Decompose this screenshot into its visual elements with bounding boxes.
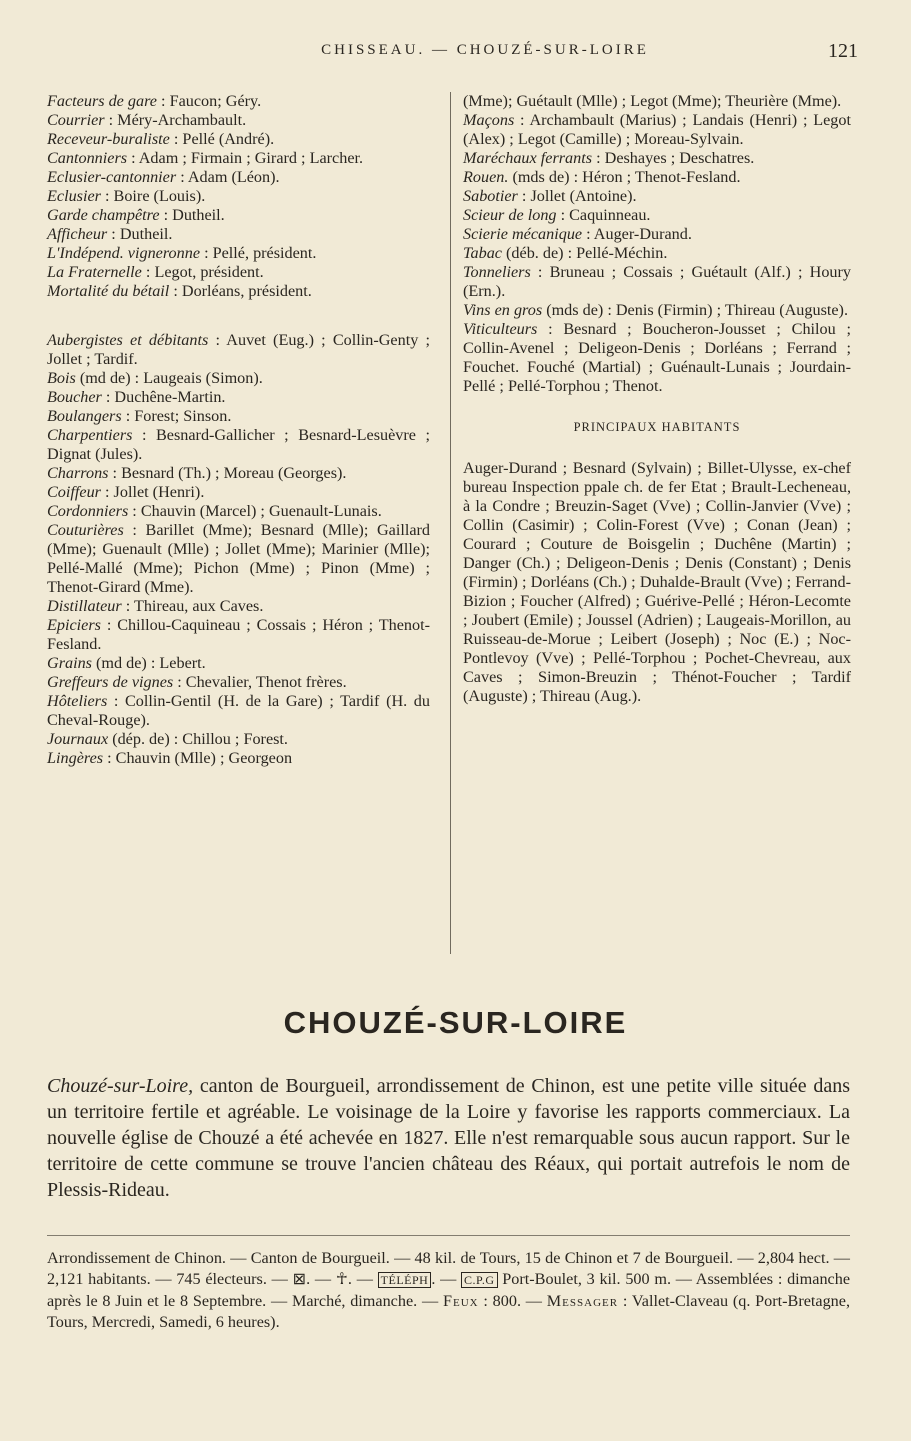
list-item: La Fraternelle : Legot, président. bbox=[47, 263, 264, 281]
list-item: Receveur-buraliste : Pellé (André). bbox=[47, 130, 275, 148]
list-item: Cantonniers : Adam ; Firmain ; Girard ; Larcher. bbox=[47, 149, 364, 167]
principal-residents-text: Auger-Durand ; Besnard (Sylvain) ; Billet-Ulysse, ex-chef bureau Inspection ppale ch. de fer Etat ; Brault-Lecheneau, à la Condre ; Breuzin-Saget (Vve) ; Collin-Janvier (Vve) ; Collin (Casimir) ; Colin-Forest (Vve) ; Conan (Jean) ; Courard ; Couture de Boisgelin ; Duchêne (Martin) ; Danger (Ch.) ; Deligeon-Denis ; Denis (Constant) ; Denis (Firmin) ; Dorléans (Ch.) ; Duhalde-Brault (Vve) ; Ferrand-Bizion ; Foucher (Alfred) ; Guérive-Pellé ; Héron-Lecomte ; Joubert (Emile) ; Joussel (Adrien) ; Laugeais-Morillon, au Ruisseau-de-Morue ; Leibert (Joseph) ; Noc (E.) ; Noc-Pontlevoy (Vve) ; Pellé-Torphou ; Pochet-Chevreau, aux Caves ; Simon-Breuzin ; Thénot-Foucher ; Tardif (Auguste) ; Thireau (Aug.). bbox=[463, 459, 851, 705]
page-number: 121 bbox=[828, 40, 858, 62]
list-item: Greffeurs de vignes : Chevalier, Thenot frères. bbox=[47, 673, 347, 691]
officials-list bbox=[47, 92, 430, 301]
list-item: Tabac (déb. de) : Pellé-Méchin. bbox=[463, 244, 668, 262]
telephone-box: TÉLÉPH bbox=[378, 1272, 432, 1288]
list-item: Maréchaux ferrants : Deshayes ; Deschatres. bbox=[463, 149, 755, 167]
feux-label: Feux bbox=[442, 1292, 479, 1310]
list-item: Couturières : Barillet (Mme); Besnard (Mlle); Gaillard (Mme); Guenault (Mlle) ; Jollet (Mme); Marinier (Mlle); Pellé-Mallé (Mme); Pichon (Mme) ; Pinon (Mme) ; Thenot-Girard (Mme). bbox=[47, 521, 430, 596]
list-item: Courrier : Méry-Archambault. bbox=[47, 111, 247, 129]
page-header bbox=[40, 40, 870, 70]
list-item: Scierie mécanique : Auger-Durand. bbox=[463, 225, 692, 243]
facts-paragraph: Arrondissement de Chinon. — Canton de Bourgueil. — 48 kil. de Tours, 15 de Chinon et 7 de Bourgueil. — 2,804 hect. — 2,121 habitants. — 745 électeurs. — ⊠. — ☥. — TÉLÉPH . — C.P.G Port-Boulet, 3 kil. 500 m. — Assemblées : dimanche après le 8 Juin et le 8 Septembre. — Marché, dimanche. — Feux : 800. — Messager : Vallet-Claveau (q. Port-Bretagne, Tours, Mercredi, Samedi, 6 heures). bbox=[47, 1249, 851, 1331]
list-item: Facteurs de gare : Faucon; Géry. bbox=[47, 92, 262, 110]
section-divider bbox=[47, 1235, 850, 1236]
trades-list bbox=[47, 331, 430, 768]
list-item: Tonneliers : Bruneau ; Cossais ; Guétault (Alf.) ; Houry (Ern.). bbox=[463, 263, 851, 300]
principal-residents-heading: PRINCIPAUX HABITANTS bbox=[573, 420, 741, 434]
list-item: Eclusier-cantonnier : Adam (Léon). bbox=[47, 168, 280, 186]
list-item: Lingères : Chauvin (Mlle) ; Georgeon bbox=[47, 749, 293, 767]
list-item: Maçons : Archambault (Marius) ; Landais (Henri) ; Legot (Alex) ; Legot (Camille) ; Moreau-Sylvain. bbox=[463, 111, 851, 148]
list-item: Boucher : Duchêne-Martin. bbox=[47, 388, 226, 406]
cpg-box: C.P.G bbox=[461, 1272, 498, 1288]
messager-label: Messager bbox=[546, 1292, 619, 1310]
list-item: Hôteliers : Collin-Gentil (H. de la Gare) ; Tardif (H. du Cheval-Rouge). bbox=[47, 692, 430, 729]
running-title: CHISSEAU. — CHOUZÉ-SUR-LOIRE bbox=[321, 42, 649, 58]
list-item: Rouen. (mds de) : Héron ; Thenot-Fesland. bbox=[463, 168, 741, 186]
list-item: Aubergistes et débitants : Auvet (Eug.) ; Collin-Genty ; Jollet ; Tardif. bbox=[47, 331, 430, 368]
list-item: Grains (md de) : Lebert. bbox=[47, 654, 206, 672]
list-item: Charrons : Besnard (Th.) ; Moreau (Georges). bbox=[47, 464, 347, 482]
intro-text: canton de Bourgueil, arrondissement de Chinon, est une petite ville située dans un territoire fertile et agréable. Le voisinage de la Loire y favorise les rapports commerciaux. La nouvelle église de Chouzé a été achevée en 1827. Elle n'est remarquable sous aucun rapport. Sur le territoire de cette commune se trouve l'ancien château des Réaux, qui portait autrefois le nom de Plessis-Rideau. bbox=[47, 1075, 850, 1201]
list-item: Sabotier : Jollet (Antoine). bbox=[463, 187, 637, 205]
list-item: (Mme); Guétault (Mlle) ; Legot (Mme); Theurière (Mme). bbox=[463, 92, 842, 110]
intro-lead: Chouzé-sur-Loire, bbox=[47, 1075, 194, 1097]
left-column bbox=[47, 92, 430, 768]
right-column bbox=[463, 92, 851, 706]
list-item: L'Indépend. vigneronne : Pellé, président. bbox=[47, 244, 317, 262]
list-item: Vins en gros (mds de) : Denis (Firmin) ; Thireau (Auguste). bbox=[463, 301, 848, 319]
spacer bbox=[47, 301, 430, 331]
list-item: Journaux (dép. de) : Chillou ; Forest. bbox=[47, 730, 288, 748]
list-item: Eclusier : Boire (Louis). bbox=[47, 187, 206, 205]
column-divider bbox=[450, 92, 451, 954]
list-item: Cordonniers : Chauvin (Marcel) ; Guenault-Lunais. bbox=[47, 502, 382, 520]
list-item: Coiffeur : Jollet (Henri). bbox=[47, 483, 205, 501]
list-item: Mortalité du bétail : Dorléans, président. bbox=[47, 282, 312, 300]
intro-paragraph bbox=[47, 1073, 850, 1203]
list-item: Boulangers : Forest; Sinson. bbox=[47, 407, 232, 425]
list-item: Epiciers : Chillou-Caquineau ; Cossais ; Héron ; Thenot-Fesland. bbox=[47, 616, 430, 653]
list-item: Afficheur : Dutheil. bbox=[47, 225, 173, 243]
list-item: Bois (md de) : Laugeais (Simon). bbox=[47, 369, 263, 387]
list-item: Viticulteurs : Besnard ; Boucheron-Jousset ; Chilou ; Collin-Avenel ; Deligeon-Denis ; Dorléans ; Ferrand ; Fouchet. Fouché (Martial) ; Guénault-Lunais ; Jourdain-Pellé ; Pellé-Torphou ; Thenot. bbox=[463, 320, 851, 395]
section-title: CHOUZÉ-SUR-LOIRE bbox=[283, 1005, 628, 1040]
trades-list-continued bbox=[463, 92, 851, 396]
list-item: Distillateur : Thireau, aux Caves. bbox=[47, 597, 264, 615]
list-item: Charpentiers : Besnard-Gallicher ; Besnard-Lesuèvre ; Dignat (Jules). bbox=[47, 426, 430, 463]
list-item: Scieur de long : Caquinneau. bbox=[463, 206, 651, 224]
list-item: Garde champêtre : Dutheil. bbox=[47, 206, 225, 224]
